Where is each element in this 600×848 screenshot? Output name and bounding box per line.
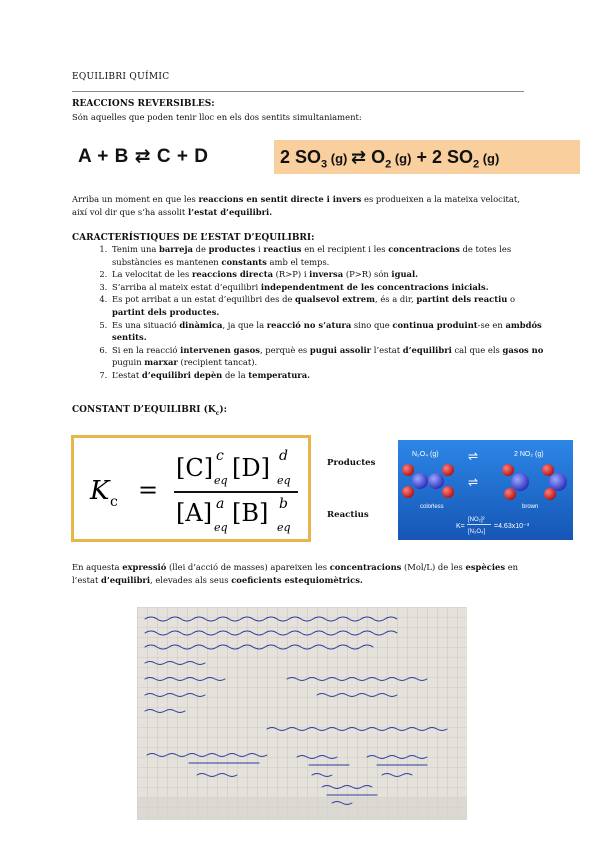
- characteristic-item: 6. Si en la reacció intervenen gasos, perquè es pugui assolir l’estat d’equilibri cal que els gasos no puguin marxar (recipient tancat).: [110, 344, 550, 369]
- equilibrium-arrows-top: ⇌: [468, 449, 479, 463]
- example-equation: 2 $SO_3$ (g) ⇄ $O_2$ (g) + 2 $SO_2$ (g): [274, 140, 580, 174]
- den-b-exp: b: [279, 496, 288, 512]
- kc-subscript: c: [110, 494, 118, 510]
- document-title: EQUILIBRI QUÍMIC: [72, 72, 170, 82]
- kc-denominator: [N₂O₄]: [468, 529, 486, 535]
- den-a-exp: a: [216, 496, 225, 512]
- den-b: [B]: [232, 499, 269, 527]
- label-products: Productes: [327, 458, 376, 468]
- left-caption: colorless: [420, 504, 444, 510]
- num-d-eq: eq: [277, 474, 291, 487]
- characteristic-item: 5. Es una situació dinàmica, ja que la reacció no s’atura sino que continua produint-se en ambdós sentits.: [110, 319, 550, 344]
- characteristic-item: 2. La velocitat de les reaccions directa (R>P) i inversa (P>R) són igual.: [110, 268, 550, 281]
- kc-formula: [74, 438, 308, 539]
- den-a-eq: eq: [214, 521, 228, 534]
- characteristic-item: 3. S’arriba al mateix estat d’equilibri independentment de les concentracions inicials.: [110, 281, 550, 294]
- label-reactants: Reactius: [327, 510, 369, 520]
- num-c-eq: eq: [214, 474, 228, 487]
- section-heading-constant: CONSTANT D’EQUILIBRI $(K_c)$:: [72, 405, 227, 417]
- kc-value: =4.63x10⁻³: [494, 523, 530, 530]
- generic-equation: A + B ⇄ C + D: [78, 146, 209, 167]
- expression-paragraph: En aquesta expressió (llei d’acció de masses) apareixen les concentracions (Mol/L) de les espècies en l’estat d’equilibri, elevades als seus coeficients estequiomètrics.: [72, 562, 519, 585]
- kc-fraction-bar: [467, 524, 491, 525]
- den-a: [A]: [176, 499, 213, 527]
- left-formula: N₂O₄ (g): [412, 451, 439, 458]
- right-caption: brown: [522, 504, 539, 510]
- kc-label: K=: [456, 523, 465, 530]
- den-b-eq: eq: [277, 521, 291, 534]
- characteristic-item: 7. L’estat d’equilibri depèn de la temperatura.: [110, 369, 550, 382]
- molecule-illustration: [398, 440, 573, 540]
- num-d: [D]: [232, 454, 270, 482]
- characteristics-list: [90, 243, 550, 382]
- kc-equals: =: [138, 476, 159, 504]
- right-formula: 2 NO₂ (g): [514, 451, 544, 458]
- characteristic-item: 4. Es pot arribat a un estat d’equilibri des de qualsevol extrem, és a dir, partint dels reactiu o partint dels productes.: [110, 293, 550, 318]
- num-d-exp: d: [279, 448, 288, 464]
- kc-numerator: [NO₂]²: [468, 517, 485, 523]
- reversible-intro: Són aquelles que poden tenir lloc en els dos sentits simultaniament:: [72, 112, 362, 122]
- paper-grid: [137, 607, 467, 820]
- characteristic-item: 1. Tenim una barreja de productes i reactius en el recipient i les concentracions de totes les substàncies es mantenen constants amb el temps.: [110, 243, 550, 268]
- num-c: [C]: [176, 454, 214, 482]
- fraction-bar: [174, 491, 298, 493]
- section-heading-reversible: REACCIONS REVERSIBLES:: [72, 99, 215, 109]
- equilibrium-arrows-bottom: ⇌: [468, 475, 479, 489]
- title-divider: [72, 91, 524, 92]
- equilibrium-paragraph: Arriba un moment en que les reaccions en sentit directe i invers es produeixen a la mateixa velocitat, així vol dir que s’ha assolit l’estat d’equilibri.: [72, 194, 520, 217]
- kc-formula-box: [71, 435, 311, 542]
- num-c-exp: c: [216, 448, 224, 464]
- handwritten-notes-photo: [137, 607, 467, 820]
- kc-symbol: K: [90, 476, 110, 506]
- section-heading-characteristics: CARACTERÍSTIQUES DE L’ESTAT D’EQUILIBRI:: [72, 233, 315, 243]
